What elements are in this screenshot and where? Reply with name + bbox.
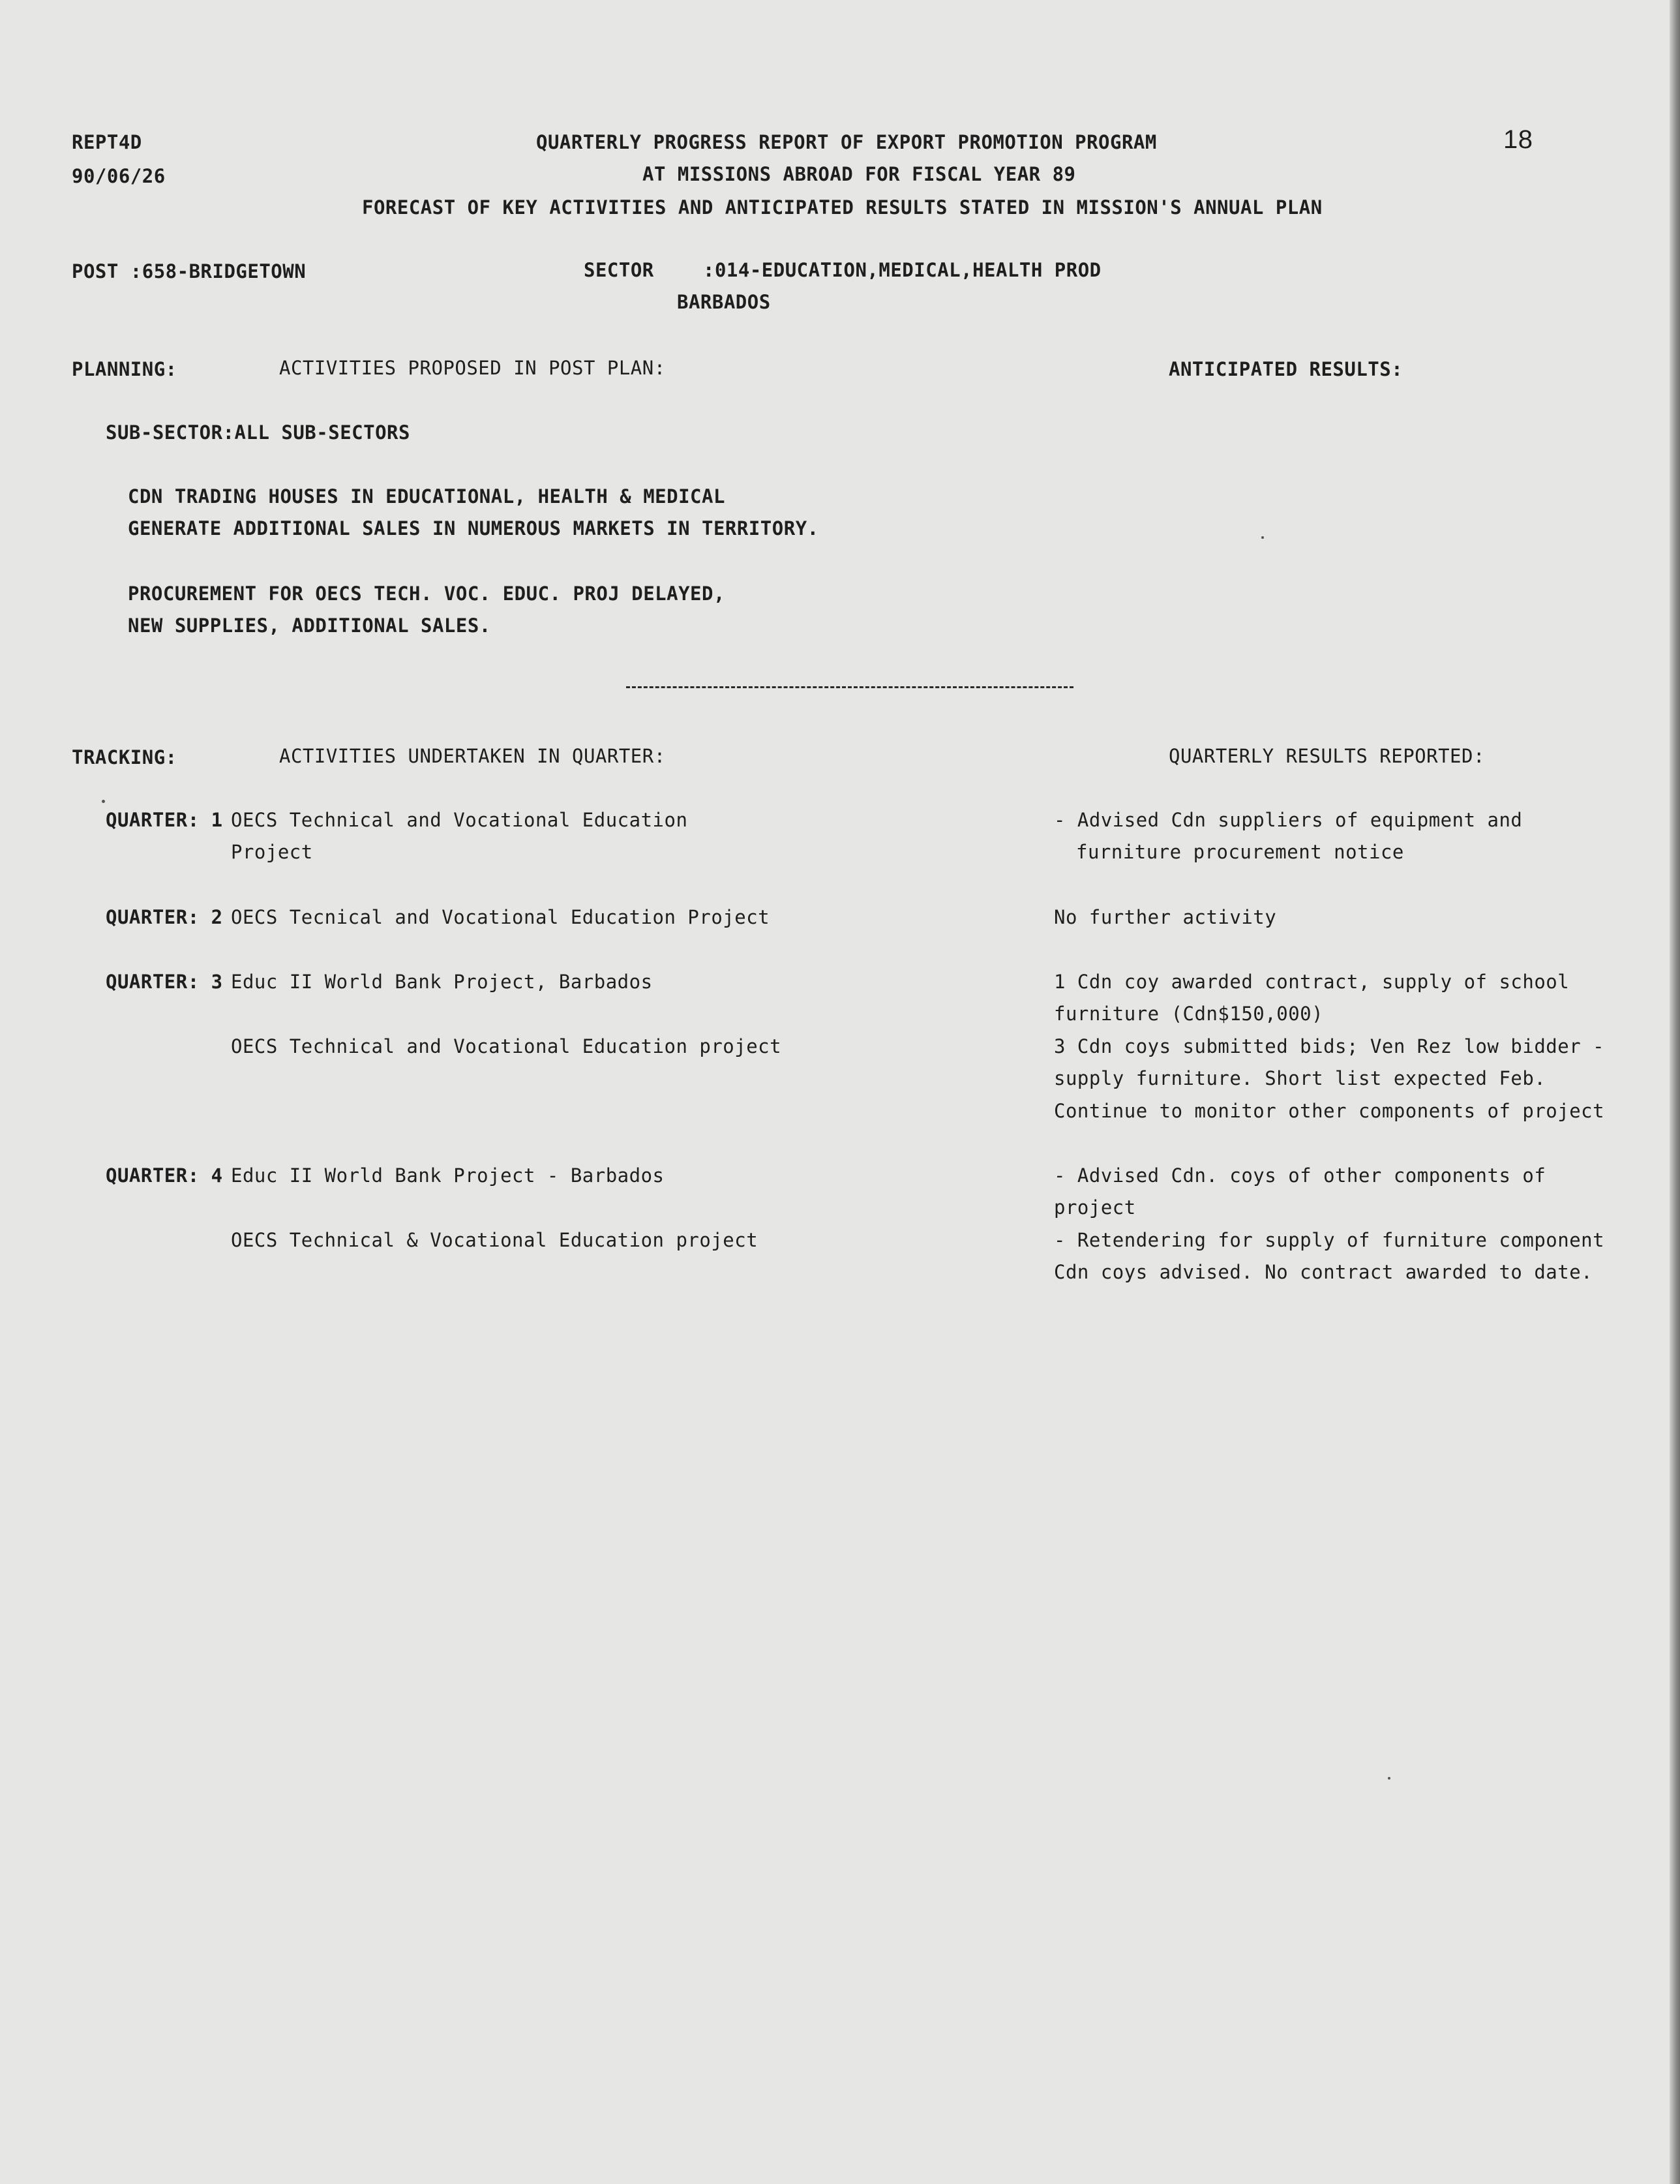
quarter-3-label: QUARTER: 3 [106, 971, 223, 993]
quarter-1-activity-line-1: OECS Technical and Vocational Education [231, 809, 688, 831]
quarter-1-result-line-1: - Advised Cdn suppliers of equipment and [1054, 809, 1523, 831]
report-title-line-3: FORECAST OF KEY ACTIVITIES AND ANTICIPATED RESULTS STATED IN MISSION'S ANNUAL PLAN [362, 196, 1323, 219]
quarter-4-result-line-2: project [1054, 1196, 1136, 1219]
quarter-3-result-line-5: Continue to monitor other components of project [1054, 1100, 1605, 1122]
quarter-1-activity-line-2: Project [231, 841, 313, 863]
planning-label: PLANNING: [72, 358, 177, 380]
quarter-2-result-line-1: No further activity [1054, 906, 1277, 928]
tracking-label: TRACKING: [72, 746, 177, 768]
stray-mark [1261, 536, 1264, 539]
sector-value: :014-EDUCATION,MEDICAL,HEALTH PROD [703, 259, 1102, 281]
quarter-1-label: QUARTER: 1 [106, 809, 223, 831]
report-date: 90/06/26 [72, 165, 166, 187]
planning-activities-header: ACTIVITIES PROPOSED IN POST PLAN: [279, 357, 666, 379]
tracking-activities-header: ACTIVITIES UNDERTAKEN IN QUARTER: [279, 745, 666, 767]
report-id: REPT4D [72, 131, 142, 153]
quarter-3-result-line-1: 1 Cdn coy awarded contract, supply of school [1054, 971, 1570, 993]
post-label: POST :658-BRIDGETOWN [72, 260, 307, 282]
quarter-1-result-line-2: furniture procurement notice [1076, 841, 1404, 863]
report-title-line-1: QUARTERLY PROGRESS REPORT OF EXPORT PROMOTION PROGRAM [536, 131, 1157, 153]
quarter-3-activity-line-2: OECS Technical and Vocational Education project [231, 1035, 782, 1057]
quarter-4-result-line-4: Cdn coys advised. No contract awarded to date. [1054, 1261, 1593, 1283]
quarter-2-label: QUARTER: 2 [106, 906, 223, 928]
country-name: BARBADOS [677, 291, 771, 313]
report-title-line-2: AT MISSIONS ABROAD FOR FISCAL YEAR 89 [642, 163, 1076, 185]
quarter-3-activity-line-1: Educ II World Bank Project, Barbados [231, 971, 653, 993]
quarter-4-result-line-1: - Advised Cdn. coys of other components of [1054, 1164, 1546, 1187]
page-number: 18 [1503, 125, 1533, 154]
quarter-4-label: QUARTER: 4 [106, 1164, 223, 1187]
stray-mark [102, 800, 105, 803]
quarter-3-result-line-4: supply furniture. Short list expected Feb. [1054, 1067, 1546, 1089]
quarter-4-activity-line-2: OECS Technical & Vocational Education project [231, 1229, 758, 1251]
planning-paragraph-1-line-2: GENERATE ADDITIONAL SALES IN NUMEROUS MARKETS IN TERRITORY. [128, 517, 819, 539]
stray-mark [1388, 1777, 1390, 1780]
sector-label: SECTOR [584, 259, 654, 281]
quarterly-results-header: QUARTERLY RESULTS REPORTED: [1169, 745, 1485, 767]
quarter-2-activity-line-1: OECS Tecnical and Vocational Education Project [231, 906, 770, 928]
planning-paragraph-2-line-2: NEW SUPPLIES, ADDITIONAL SALES. [128, 614, 491, 637]
planning-paragraph-1-line-1: CDN TRADING HOUSES IN EDUCATIONAL, HEALTH & MEDICAL [128, 485, 725, 508]
quarter-3-result-line-2: furniture (Cdn$150,000) [1054, 1003, 1324, 1025]
page-edge-shadow [1670, 0, 1680, 2184]
quarter-4-result-line-3: - Retendering for supply of furniture component [1054, 1229, 1605, 1251]
anticipated-results-header: ANTICIPATED RESULTS: [1169, 358, 1403, 380]
subsector-label: SUB-SECTOR:ALL SUB-SECTORS [106, 421, 410, 444]
section-divider [626, 686, 1073, 688]
quarter-4-activity-line-1: Educ II World Bank Project - Barbados [231, 1164, 665, 1187]
quarter-3-result-line-3: 3 Cdn coys submitted bids; Ven Rez low bidder - [1054, 1035, 1605, 1057]
planning-paragraph-2-line-1: PROCUREMENT FOR OECS TECH. VOC. EDUC. PROJ DELAYED, [128, 583, 725, 605]
